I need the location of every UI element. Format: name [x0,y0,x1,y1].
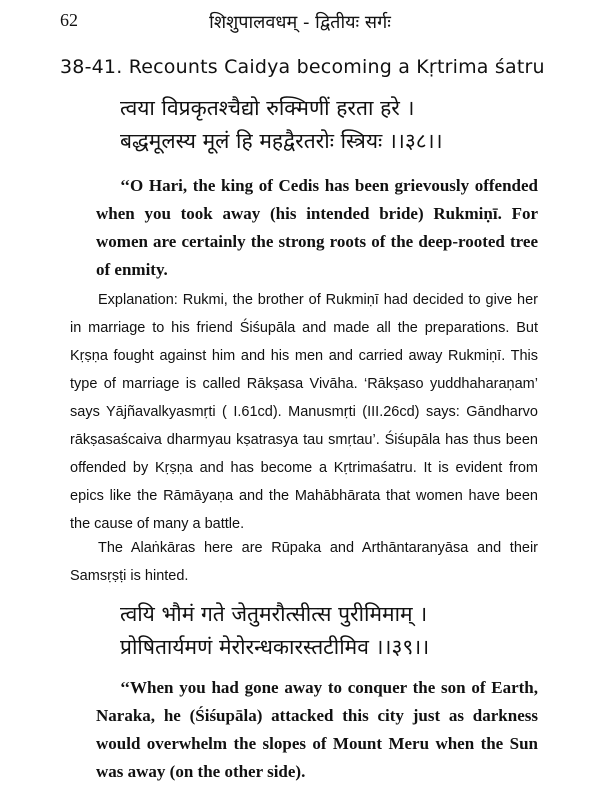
section-heading: 38-41. Recounts Caidya becoming a Kṛtrima śatru [60,56,545,78]
translation-38 [96,172,538,284]
explanation-label: Explanation: [98,292,178,308]
verse-39-line-2: प्रोषितार्यमणं मेरोरन्धकारस्तटीमिव ।।३९।। [120,635,430,659]
alankara-text: The Alaṅkāras here are Rūpaka and Arthāntaranyāsa and their Samsṛṣṭi is hinted. [70,540,538,584]
page-number: 62 [60,10,78,30]
verse-39 [120,598,429,664]
translation-38-text: ‘‘O Hari, the king of Cedis has been grievously offended when you took away (his intended bride) Rukmiṇī. For women are certainly the strong roots of the deep-rooted tree of enmity. [96,176,538,279]
translation-39 [96,674,538,786]
page-header [60,10,540,38]
explanation-block [70,286,538,538]
verse-38-line-1: त्वया विप्रकृतश्चैद्यो रुक्मिणीं हरता हरे । [120,96,415,120]
alankara-block [70,534,538,590]
explanation-paragraph [70,286,538,538]
verse-38-line-2: बद्धमूलस्य मूलं हि महद्वैरतरोः स्त्रियः ।।३८।। [120,129,443,153]
verse-38 [120,92,443,158]
translation-39-text: ‘‘When you had gone away to conquer the son of Earth, Naraka, he (Śiśupāla) attacked this city just as darkness would overwhelm the slopes of Mount Meru when the Sun was away (on the other side). [96,678,538,781]
explanation-text: Rukmi, the brother of Rukmiṇī had decided to give her in marriage to his friend Śiśupāla and made all the preparations. But Kṛṣṇa fought against him and his men and carried away Rukmiṇī. This type of marriage is called Rākṣasa Vivāha. ‘Rākṣaso yuddhaharaṇam’ says Yājñavalkyasmṛti ( I.61cd). Manusmṛti (III.26cd) says: Gāndharvo rākṣasaścaiva dharmyau kṣatrasya tau smṛtau’. Śiśupāla has thus been offended by Kṛṣṇa and has become a Kṛtrimaśatru. It is evident from epics like the Rāmāyaṇa and the Mahābhārata that women have been the cause of many a battle. [70,292,538,532]
running-head: शिशुपालवधम् - द्वितीयः सर्गः [209,12,391,33]
verse-39-line-1: त्वयि भौमं गते जेतुमरौत्सीत्स पुरीमिमाम् । [120,602,428,626]
